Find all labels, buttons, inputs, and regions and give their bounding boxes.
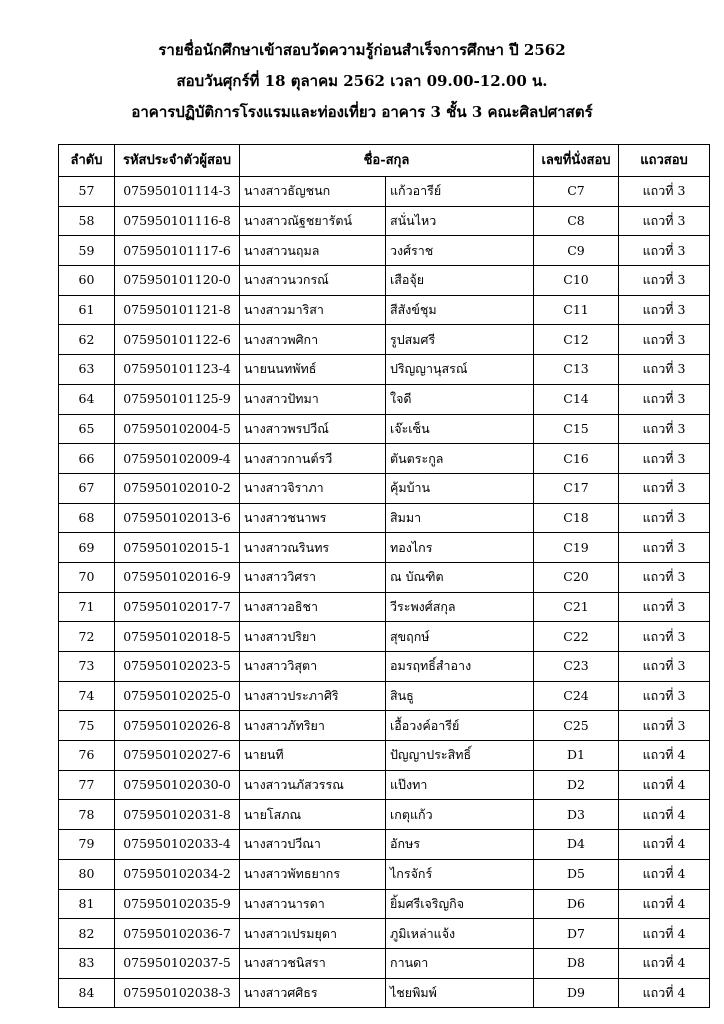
cell-number: 72 — [59, 622, 115, 652]
table-row — [59, 889, 710, 919]
cell-first-name: นางสาวกานต์รวี — [240, 444, 386, 474]
table-row — [59, 741, 710, 771]
cell-student-id: 075950102027-6 — [115, 741, 240, 771]
cell-first-name: นางสาวปวีณา — [240, 830, 386, 860]
cell-exam-row: แถวที่ 4 — [619, 741, 710, 771]
cell-first-name: นางสาวนฤมล — [240, 236, 386, 266]
table-row — [59, 444, 710, 474]
cell-seat-number: C16 — [534, 444, 619, 474]
cell-seat-number: D9 — [534, 978, 619, 1008]
cell-exam-row: แถวที่ 4 — [619, 859, 710, 889]
table-row — [59, 503, 710, 533]
cell-exam-row: แถวที่ 3 — [619, 592, 710, 622]
cell-number: 68 — [59, 503, 115, 533]
table-row — [59, 562, 710, 592]
cell-student-id: 075950102023-5 — [115, 652, 240, 682]
cell-exam-row: แถวที่ 4 — [619, 978, 710, 1008]
cell-first-name: นางสาวชนาพร — [240, 503, 386, 533]
cell-student-id: 075950102035-9 — [115, 889, 240, 919]
cell-student-id: 075950102030-0 — [115, 770, 240, 800]
cell-seat-number: D1 — [534, 741, 619, 771]
cell-seat-number: C9 — [534, 236, 619, 266]
cell-number: 75 — [59, 711, 115, 741]
cell-number: 58 — [59, 206, 115, 236]
cell-last-name: รูปสมศรี — [386, 325, 534, 355]
table-row — [59, 978, 710, 1008]
table-row — [59, 681, 710, 711]
cell-student-id: 075950101114-3 — [115, 177, 240, 207]
cell-first-name: นางสาวมาริสา — [240, 295, 386, 325]
column-header-seat: เลขที่นั่งสอบ — [534, 145, 619, 177]
cell-seat-number: C11 — [534, 295, 619, 325]
cell-last-name: สินธู — [386, 681, 534, 711]
cell-student-id: 075950102009-4 — [115, 444, 240, 474]
cell-seat-number: C14 — [534, 384, 619, 414]
cell-exam-row: แถวที่ 4 — [619, 770, 710, 800]
cell-student-id: 075950102010-2 — [115, 473, 240, 503]
document-header — [0, 40, 724, 133]
cell-seat-number: C19 — [534, 533, 619, 563]
cell-number: 74 — [59, 681, 115, 711]
cell-student-id: 075950102018-5 — [115, 622, 240, 652]
cell-first-name: นางสาวศศิธร — [240, 978, 386, 1008]
cell-seat-number: C21 — [534, 592, 619, 622]
cell-first-name: นายนนทพัทธ์ — [240, 355, 386, 385]
cell-student-id: 075950102025-0 — [115, 681, 240, 711]
cell-student-id: 075950101116-8 — [115, 206, 240, 236]
column-header-name: ชื่อ-สกุล — [240, 145, 534, 177]
cell-student-id: 075950102036-7 — [115, 919, 240, 949]
table-row — [59, 206, 710, 236]
cell-first-name: นางสาวพรปวีณ์ — [240, 414, 386, 444]
table-row — [59, 236, 710, 266]
cell-last-name: เสือจุ้ย — [386, 266, 534, 296]
cell-first-name: นางสาวธัญชนก — [240, 177, 386, 207]
cell-last-name: ภูมิเหล่าแจ้ง — [386, 919, 534, 949]
column-header-student-id: รหัสประจำตัวผู้สอบ — [115, 145, 240, 177]
exam-location: อาคารปฏิบัติการโรงแรมและท่องเที่ยว อาคาร 3 ชั้น 3 คณะศิลปศาสตร์ — [131, 103, 593, 121]
cell-first-name: นางสาวอธิชา — [240, 592, 386, 622]
cell-last-name: ไกรจักร์ — [386, 859, 534, 889]
cell-exam-row: แถวที่ 4 — [619, 889, 710, 919]
cell-number: 81 — [59, 889, 115, 919]
cell-number: 62 — [59, 325, 115, 355]
cell-exam-row: แถวที่ 3 — [619, 533, 710, 563]
cell-exam-row: แถวที่ 3 — [619, 681, 710, 711]
cell-exam-row: แถวที่ 3 — [619, 414, 710, 444]
cell-student-id: 075950102037-5 — [115, 948, 240, 978]
cell-student-id: 075950102017-7 — [115, 592, 240, 622]
cell-first-name: นางสาวณรินทร — [240, 533, 386, 563]
table-row — [59, 355, 710, 385]
cell-number: 82 — [59, 919, 115, 949]
table-row — [59, 414, 710, 444]
cell-first-name: นางสาวนวกรณ์ — [240, 266, 386, 296]
cell-last-name: คุ้มบ้าน — [386, 473, 534, 503]
cell-student-id: 075950102026-8 — [115, 711, 240, 741]
table-row — [59, 830, 710, 860]
cell-number: 69 — [59, 533, 115, 563]
cell-last-name: เจ๊ะเซ็น — [386, 414, 534, 444]
cell-last-name: ปัญญาประสิทธิ์ — [386, 741, 534, 771]
table-row — [59, 325, 710, 355]
cell-first-name: นางสาวปริยา — [240, 622, 386, 652]
cell-last-name: ตันตระกูล — [386, 444, 534, 474]
cell-number: 66 — [59, 444, 115, 474]
cell-number: 61 — [59, 295, 115, 325]
cell-student-id: 075950101123-4 — [115, 355, 240, 385]
table-row — [59, 770, 710, 800]
cell-exam-row: แถวที่ 4 — [619, 948, 710, 978]
cell-seat-number: C25 — [534, 711, 619, 741]
cell-first-name: นายนที — [240, 741, 386, 771]
document-title: รายชื่อนักศึกษาเข้าสอบวัดความรู้ก่อนสำเร็จการศึกษา ปี 2562 — [158, 41, 566, 59]
cell-seat-number: C13 — [534, 355, 619, 385]
cell-student-id: 075950101117-6 — [115, 236, 240, 266]
cell-number: 76 — [59, 741, 115, 771]
cell-exam-row: แถวที่ 3 — [619, 177, 710, 207]
table-row — [59, 800, 710, 830]
cell-first-name: นางสาวชนิสรา — [240, 948, 386, 978]
table-row — [59, 384, 710, 414]
cell-seat-number: C17 — [534, 473, 619, 503]
cell-number: 65 — [59, 414, 115, 444]
cell-exam-row: แถวที่ 3 — [619, 711, 710, 741]
cell-exam-row: แถวที่ 3 — [619, 295, 710, 325]
cell-last-name: อมรฤทธิ์สำอาง — [386, 652, 534, 682]
cell-first-name: นางสาวณัฐชยารัตน์ — [240, 206, 386, 236]
cell-exam-row: แถวที่ 3 — [619, 384, 710, 414]
cell-last-name: วงศ์ราช — [386, 236, 534, 266]
cell-seat-number: C20 — [534, 562, 619, 592]
cell-last-name: สีสังข์ชุม — [386, 295, 534, 325]
cell-first-name: นางสาววิศรา — [240, 562, 386, 592]
cell-seat-number: C22 — [534, 622, 619, 652]
cell-number: 59 — [59, 236, 115, 266]
cell-seat-number: C7 — [534, 177, 619, 207]
cell-exam-row: แถวที่ 3 — [619, 622, 710, 652]
cell-seat-number: D5 — [534, 859, 619, 889]
cell-last-name: แป๊งทา — [386, 770, 534, 800]
cell-number: 80 — [59, 859, 115, 889]
exam-schedule: สอบวันศุกร์ที่ 18 ตุลาคม 2562 เวลา 09.00-12.00 น. — [176, 72, 548, 90]
cell-first-name: นางสาวนารดา — [240, 889, 386, 919]
table-row — [59, 177, 710, 207]
cell-seat-number: D6 — [534, 889, 619, 919]
cell-seat-number: D8 — [534, 948, 619, 978]
cell-exam-row: แถวที่ 3 — [619, 325, 710, 355]
cell-exam-row: แถวที่ 3 — [619, 355, 710, 385]
cell-last-name: ทองไกร — [386, 533, 534, 563]
cell-first-name: นายโสภณ — [240, 800, 386, 830]
cell-first-name: นางสาววิสุตา — [240, 652, 386, 682]
cell-first-name: นางสาวจิราภา — [240, 473, 386, 503]
table-header-row — [59, 145, 710, 177]
cell-last-name: แก้วอารีย์ — [386, 177, 534, 207]
cell-exam-row: แถวที่ 3 — [619, 266, 710, 296]
table-row — [59, 948, 710, 978]
table-row — [59, 473, 710, 503]
cell-seat-number: D4 — [534, 830, 619, 860]
table-row — [59, 711, 710, 741]
cell-last-name: สิมมา — [386, 503, 534, 533]
cell-number: 64 — [59, 384, 115, 414]
cell-number: 79 — [59, 830, 115, 860]
cell-student-id: 075950101120-0 — [115, 266, 240, 296]
cell-exam-row: แถวที่ 4 — [619, 919, 710, 949]
cell-seat-number: C23 — [534, 652, 619, 682]
cell-last-name: วีระพงศ์สกุล — [386, 592, 534, 622]
table-row — [59, 295, 710, 325]
table-row — [59, 533, 710, 563]
table-row — [59, 652, 710, 682]
cell-seat-number: D3 — [534, 800, 619, 830]
cell-exam-row: แถวที่ 3 — [619, 652, 710, 682]
cell-last-name: เอื้อวงค์อารีย์ — [386, 711, 534, 741]
cell-student-id: 075950102016-9 — [115, 562, 240, 592]
cell-student-id: 075950102013-6 — [115, 503, 240, 533]
cell-seat-number: C10 — [534, 266, 619, 296]
cell-exam-row: แถวที่ 4 — [619, 830, 710, 860]
cell-last-name: กานดา — [386, 948, 534, 978]
cell-last-name: ปริญญานุสรณ์ — [386, 355, 534, 385]
cell-exam-row: แถวที่ 4 — [619, 800, 710, 830]
cell-last-name: ไชยพิมพ์ — [386, 978, 534, 1008]
cell-student-id: 075950102034-2 — [115, 859, 240, 889]
cell-number: 73 — [59, 652, 115, 682]
cell-first-name: นางสาวภัทริยา — [240, 711, 386, 741]
table-row — [59, 266, 710, 296]
cell-number: 77 — [59, 770, 115, 800]
table-row — [59, 592, 710, 622]
cell-first-name: นางสาวประภาศิริ — [240, 681, 386, 711]
cell-seat-number: C15 — [534, 414, 619, 444]
table-row — [59, 859, 710, 889]
cell-number: 78 — [59, 800, 115, 830]
table-row — [59, 919, 710, 949]
cell-student-id: 075950102015-1 — [115, 533, 240, 563]
column-header-row: แถวสอบ — [619, 145, 710, 177]
cell-last-name: สุขฤกษ์ — [386, 622, 534, 652]
cell-first-name: นางสาวเปรมยุดา — [240, 919, 386, 949]
cell-student-id: 075950102004-5 — [115, 414, 240, 444]
cell-exam-row: แถวที่ 3 — [619, 444, 710, 474]
cell-exam-row: แถวที่ 3 — [619, 473, 710, 503]
cell-seat-number: C12 — [534, 325, 619, 355]
cell-number: 67 — [59, 473, 115, 503]
cell-last-name: อักษร — [386, 830, 534, 860]
cell-first-name: นางสาวนภัสวรรณ — [240, 770, 386, 800]
cell-exam-row: แถวที่ 3 — [619, 206, 710, 236]
cell-number: 71 — [59, 592, 115, 622]
cell-last-name: เกตุแก้ว — [386, 800, 534, 830]
cell-student-id: 075950101122-6 — [115, 325, 240, 355]
cell-first-name: นางสาวพัทธยากร — [240, 859, 386, 889]
cell-student-id: 075950101121-8 — [115, 295, 240, 325]
cell-number: 83 — [59, 948, 115, 978]
cell-seat-number: C18 — [534, 503, 619, 533]
cell-student-id: 075950102038-3 — [115, 978, 240, 1008]
cell-number: 70 — [59, 562, 115, 592]
exam-roster-table — [58, 144, 710, 1008]
cell-student-id: 075950101125-9 — [115, 384, 240, 414]
cell-first-name: นางสาวพศิกา — [240, 325, 386, 355]
cell-seat-number: C24 — [534, 681, 619, 711]
cell-seat-number: D2 — [534, 770, 619, 800]
cell-student-id: 075950102033-4 — [115, 830, 240, 860]
cell-last-name: ยิ้มศรีเจริญกิจ — [386, 889, 534, 919]
table-body — [59, 177, 710, 1008]
cell-last-name: ณ บัณฑิต — [386, 562, 534, 592]
cell-last-name: สนั่นไหว — [386, 206, 534, 236]
cell-number: 84 — [59, 978, 115, 1008]
cell-exam-row: แถวที่ 3 — [619, 236, 710, 266]
cell-seat-number: D7 — [534, 919, 619, 949]
cell-number: 60 — [59, 266, 115, 296]
cell-exam-row: แถวที่ 3 — [619, 562, 710, 592]
cell-number: 63 — [59, 355, 115, 385]
cell-exam-row: แถวที่ 3 — [619, 503, 710, 533]
cell-seat-number: C8 — [534, 206, 619, 236]
column-header-no: ลำดับ — [59, 145, 115, 177]
cell-last-name: ใจดี — [386, 384, 534, 414]
table-row — [59, 622, 710, 652]
cell-number: 57 — [59, 177, 115, 207]
cell-first-name: นางสาวปัทมา — [240, 384, 386, 414]
cell-student-id: 075950102031-8 — [115, 800, 240, 830]
